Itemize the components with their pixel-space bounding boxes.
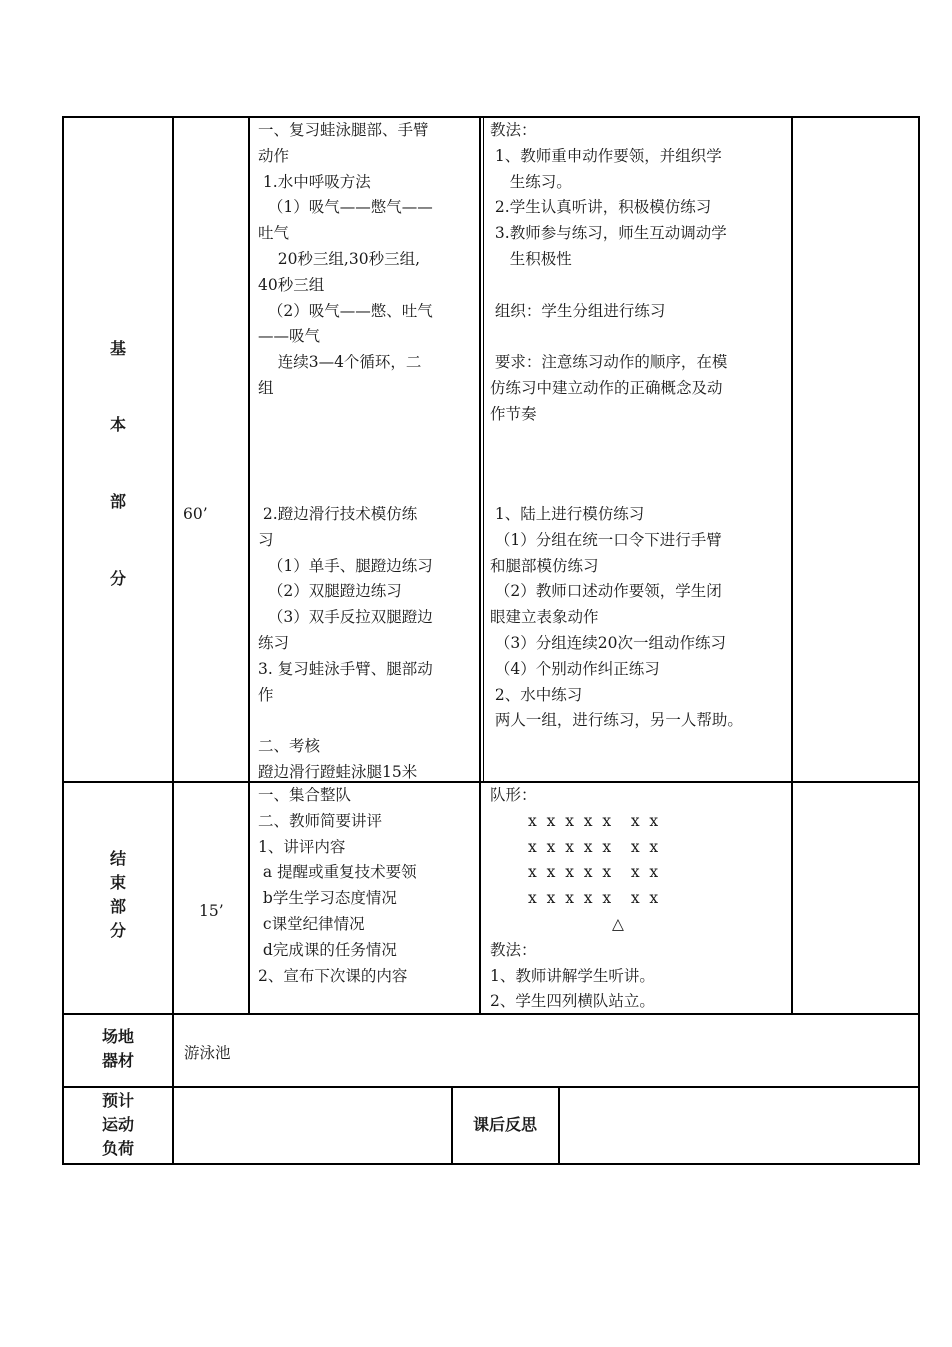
row-divider: [62, 1086, 920, 1088]
content-line: 蹬边滑行蹬蛙泳腿15米: [258, 763, 418, 781]
method-line: 2、水中练习: [490, 685, 583, 704]
section-time: 60’: [183, 505, 208, 523]
content-line: 一、复习蛙泳腿部、手臂: [258, 121, 429, 139]
col-divider: [248, 116, 250, 1014]
content-line: 40秒三组: [258, 275, 325, 294]
col-divider: [791, 116, 793, 1014]
method-line: 两人一组，进行练习，另一人帮助。: [490, 711, 743, 730]
formation-row: x x x x x x x: [528, 811, 659, 830]
method-line: 仿练习中建立动作的正确概念及动: [490, 379, 723, 397]
content-line: a 提醒或重复技术要领: [258, 863, 417, 882]
content-line: ——吸气: [258, 327, 321, 346]
content-line: 20秒三组,30秒三组,: [258, 250, 421, 268]
method-line: 1、教师讲解学生听讲。: [490, 966, 655, 985]
method-line: 要求：注意练习动作的顺序，在模: [490, 353, 728, 372]
venue-label: [84, 1025, 152, 1073]
col-divider: [479, 116, 481, 1014]
formation-title: 队形：: [490, 786, 537, 804]
content-line: 组: [258, 379, 274, 397]
teacher-triangle-icon: △: [612, 915, 624, 933]
load-label-line: 预计: [101, 1091, 134, 1110]
content-line: b学生学习态度情况: [258, 889, 397, 908]
section-label-char: 部: [109, 492, 126, 511]
reflection-label: 课后反思: [472, 1115, 537, 1134]
section-label-char: 结: [109, 849, 126, 868]
content-line: 吐气: [258, 224, 290, 243]
method-line: 教法：: [490, 121, 537, 139]
section-label-char: 部: [109, 897, 126, 916]
method-line: 组织：学生分组进行练习: [490, 301, 666, 320]
content-line: （2）双腿蹬边练习: [258, 582, 402, 601]
method-line: 作节奏: [490, 404, 537, 423]
content-line: 一、集合整队: [258, 786, 352, 804]
section-label-char: 基: [109, 339, 126, 358]
load-label-line: 运动: [101, 1115, 134, 1134]
section-label-char: 束: [109, 873, 126, 892]
content-line: 3. 复习蛙泳手臂、腿部动: [258, 659, 433, 678]
method-line: 2、学生四列横队站立。: [490, 992, 655, 1011]
method-line: （1）分组在统一口令下进行手臂: [490, 530, 722, 549]
method-line: 生练习。: [490, 172, 572, 191]
method-line: 和腿部模仿练习: [490, 556, 599, 575]
section-label-char: 分: [109, 921, 126, 940]
content-line: 动作: [258, 146, 290, 165]
content-line: c课堂纪律情况: [258, 915, 365, 933]
section-time: 15’: [199, 902, 224, 920]
section-label-char: 本: [109, 415, 126, 434]
method-line: 1、陆上进行模仿练习: [490, 505, 645, 523]
content-line: 二、考核: [258, 737, 321, 756]
content-line: （2）吸气——憋、吐气: [258, 301, 433, 320]
method-line: （3）分组连续20次一组动作练习: [490, 634, 727, 652]
content-line: 练习: [258, 634, 290, 652]
content-line: 习: [258, 530, 274, 549]
content-line: 1.水中呼吸方法: [258, 172, 371, 191]
load-label-line: 负荷: [101, 1139, 134, 1158]
formation-row: x x x x x x x: [528, 863, 659, 882]
method-line: 眼建立表象动作: [490, 608, 599, 627]
content-line: 连续3—4个循环，二: [258, 353, 422, 372]
col-divider: [172, 116, 174, 1165]
method-line: 生积极性: [490, 250, 572, 268]
content-line: （1）吸气——憋气——: [258, 198, 433, 217]
method-line: 3.教师参与练习，师生互动调动学: [490, 224, 727, 243]
content-line: 二、教师简要讲评: [258, 811, 383, 830]
method-line: 1、教师重申动作要领，并组织学: [490, 146, 722, 165]
venue-label-line: 场地: [101, 1027, 134, 1046]
method-line: 教法：: [490, 940, 537, 959]
method-line: （4）个别动作纠正练习: [490, 659, 660, 678]
content-line: 2、宣布下次课的内容: [258, 966, 408, 985]
formation-row: x x x x x x x: [528, 889, 659, 908]
load-label: [84, 1089, 152, 1161]
method-line: （2）教师口述动作要领，学生闭: [490, 582, 722, 601]
method-line: 2.学生认真听讲，积极模仿练习: [490, 198, 712, 217]
content-line: （3）双手反拉双腿蹬边: [258, 608, 433, 627]
content-line: 1、讲评内容: [258, 837, 346, 856]
col-divider: [558, 1086, 560, 1165]
formation-row: x x x x x x x: [528, 837, 659, 856]
venue-value: 游泳池: [184, 1044, 231, 1062]
section-label-char: 分: [109, 569, 126, 588]
content-line: d完成课的任务情况: [258, 940, 397, 959]
content-line: （1）单手、腿蹬边练习: [258, 556, 433, 575]
content-line: 2.蹬边滑行技术模仿练: [258, 505, 418, 523]
col-divider: [483, 116, 484, 782]
venue-label-line: 器材: [101, 1051, 134, 1070]
content-line: 作: [258, 685, 274, 704]
